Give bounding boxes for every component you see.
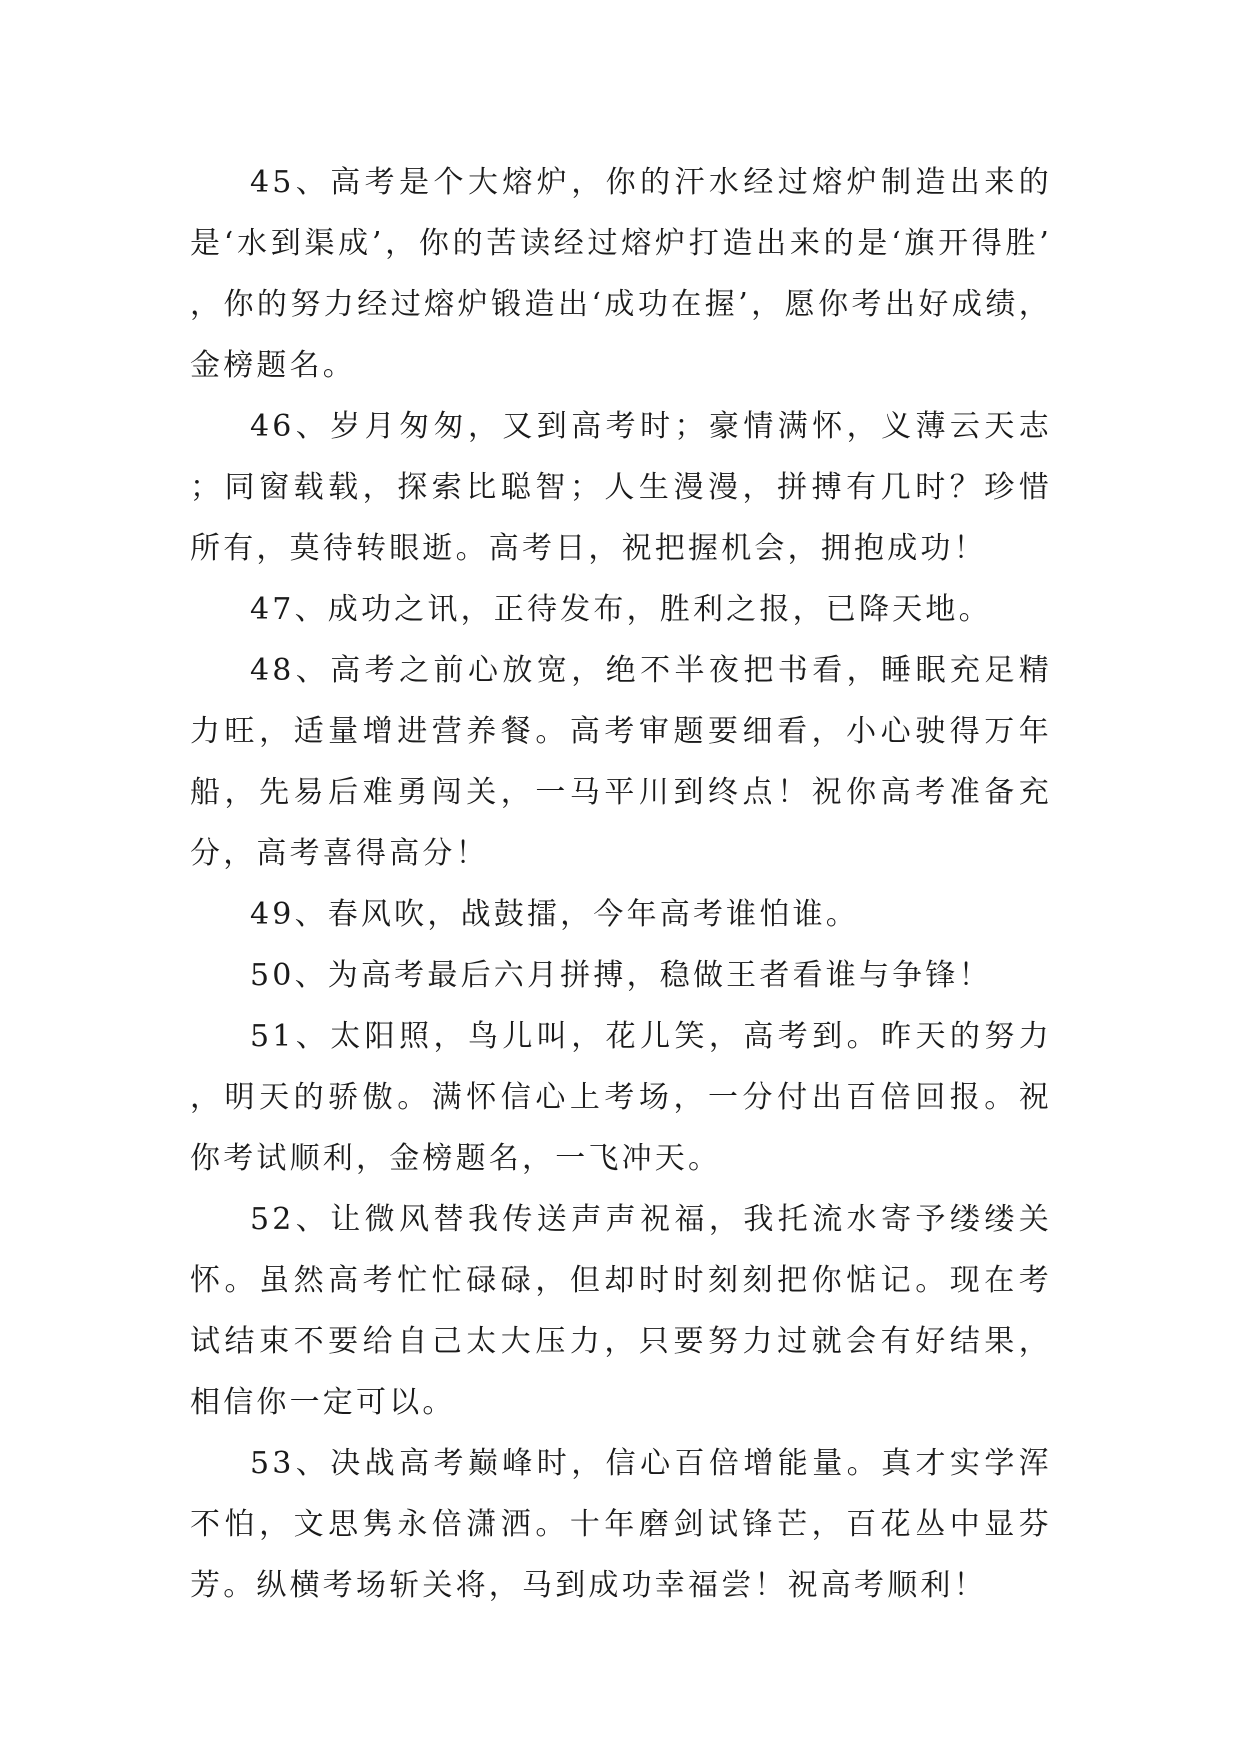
document-body <box>190 152 1052 1616</box>
paragraph-48: 48、高考之前心放宽，绝不半夜把书看，睡眠充足精力旺，适量增进营养餐。高考审题要细看，小心驶得万年船，先易后难勇闯关，一马平川到终点！祝你高考准备充分，高考喜得高分！ <box>190 653 1052 871</box>
paragraph-52: 52、让微风替我传送声声祝福，我托流水寄予缕缕关怀。虽然高考忙忙碌碌，但却时时刻刻把你惦记。现在考试结束不要给自己太大压力，只要努力过就会有好结果，相信你一定可以。 <box>190 1202 1052 1420</box>
paragraph-51: 51、太阳照，鸟儿叫，花儿笑，高考到。昨天的努力，明天的骄傲。满怀信心上考场，一分付出百倍回报。祝你考试顺利，金榜题名，一飞冲天。 <box>190 1019 1052 1176</box>
paragraph-49: 49、春风吹，战鼓擂，今年高考谁怕谁。 <box>250 897 859 932</box>
paragraph-45: 45、高考是个大熔炉，你的汗水经过熔炉制造出来的是‘水到渠成’，你的苦读经过熔炉打造出来的是‘旗开得胜’，你的努力经过熔炉锻造出‘成功在握’，愿你考出好成绩，金榜题名。 <box>190 165 1052 383</box>
paragraph-53: 53、决战高考巅峰时，信心百倍增能量。真才实学浑不怕，文思隽永倍潇洒。十年磨剑试锋芒，百花丛中显芬芳。纵横考场斩关将，马到成功幸福尝！祝高考顺利！ <box>190 1446 1052 1603</box>
paragraph-50: 50、为高考最后六月拼搏，稳做王者看谁与争锋！ <box>250 958 992 993</box>
paragraph-46: 46、岁月匆匆，又到高考时；豪情满怀，义薄云天志；同窗载载，探索比聪智；人生漫漫，拼搏有几时？珍惜所有，莫待转眼逝。高考日，祝把握机会，拥抱成功！ <box>190 409 1052 566</box>
paragraph-47: 47、成功之讯，正待发布，胜利之报，已降天地。 <box>250 592 992 627</box>
